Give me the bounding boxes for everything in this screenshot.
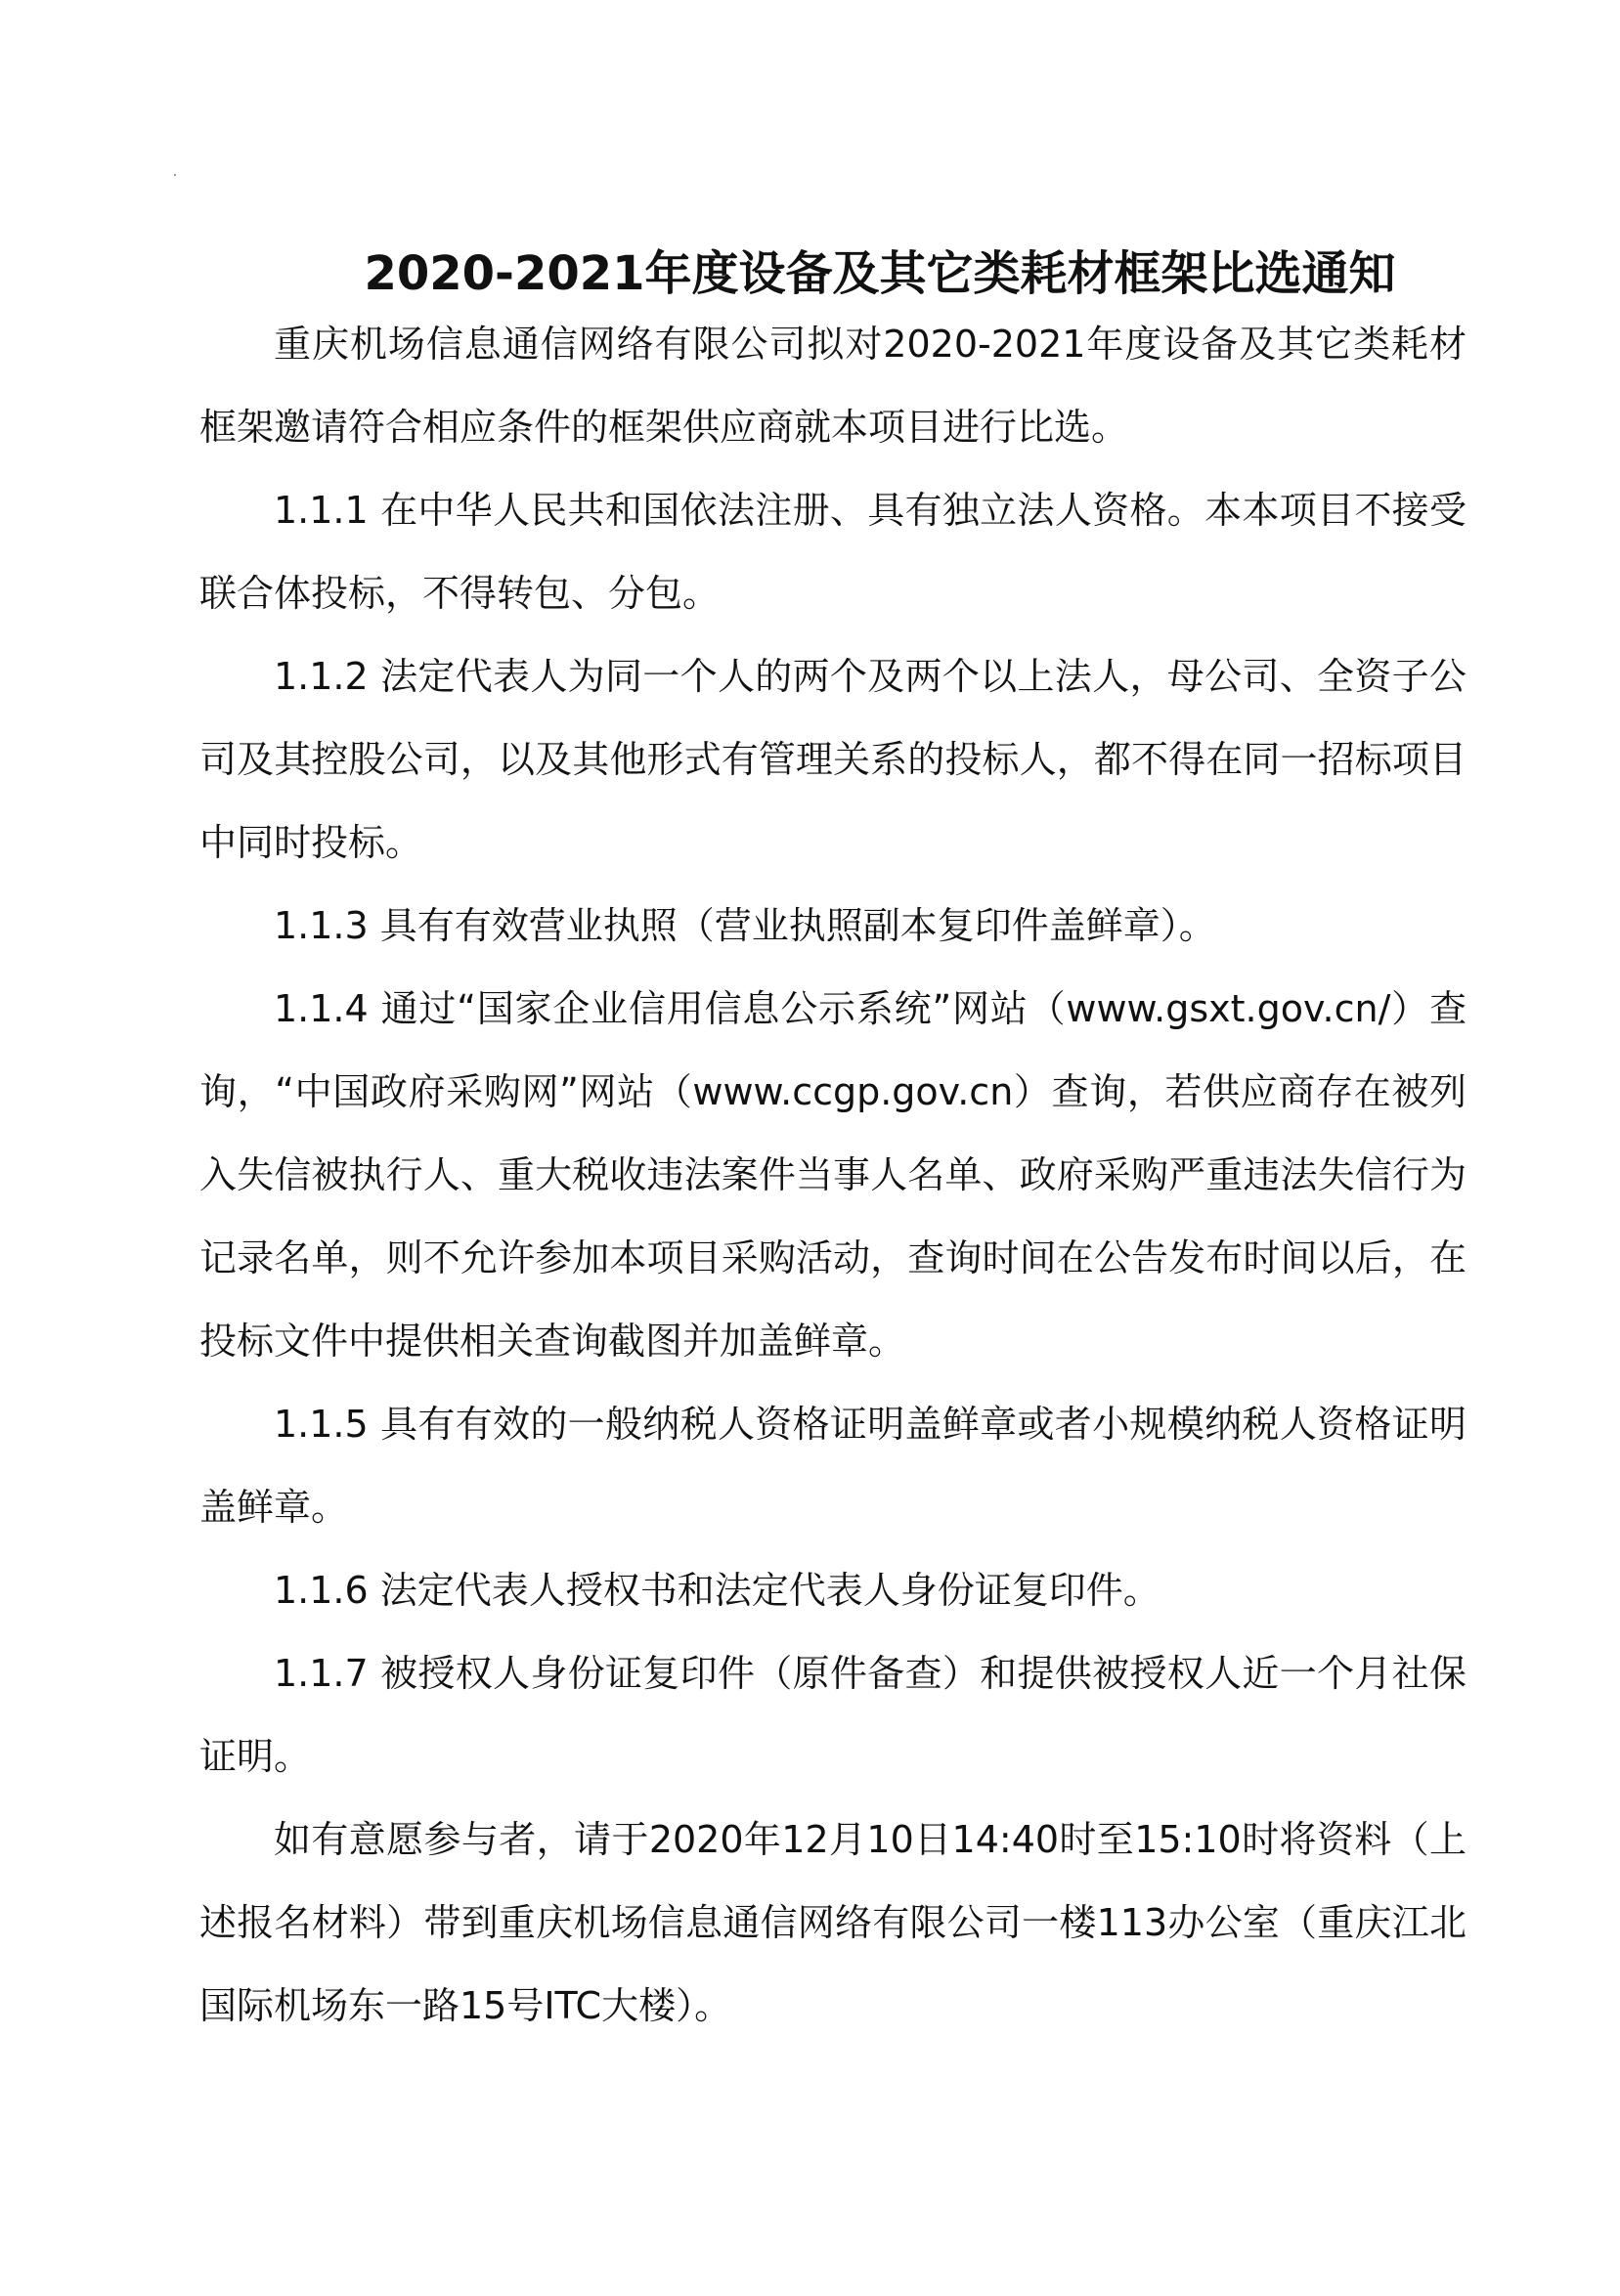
clause-1-1-6: 1.1.6 法定代表人授权书和法定代表人身份证复印件。 <box>274 1569 1160 1612</box>
document-title: 2020-2021年度设备及其它类耗材框架比选通知 <box>364 246 1396 302</box>
clause-1-1-1: 1.1.1 在中华人民共和国依法注册、具有独立法人资格。本本项目不接受联合体投标，不得转包、分包。 <box>199 489 1467 615</box>
scan-speck <box>174 174 176 176</box>
intro-paragraph: 重庆机场信息通信网络有限公司拟对2020-2021年度设备及其它类耗材框架邀请符合相应条件的框架供应商就本项目进行比选。 <box>199 323 1467 449</box>
clause-1-1-3: 1.1.3 具有有效营业执照（营业执照副本复印件盖鲜章）。 <box>274 904 1216 947</box>
document-body <box>199 303 1467 2048</box>
clause-1-1-7: 1.1.7 被授权人身份证复印件（原件备查）和提供被授权人近一个月社保证明。 <box>199 1652 1467 1778</box>
clause-1-1-4: 1.1.4 通过“国家企业信用信息公示系统”网站（www.gsxt.gov.cn/）查询，“中国政府采购网”网站（www.ccgp.gov.cn）查询，若供应商存在被列入失信被执行人、重大税收违法案件当事人名单、政府采购严重违法失信行为记录名单，则不允许参加本项目采购活动，查询时间在公告发布时间以后，在投标文件中提供相关查询截图并加盖鲜章。 <box>199 987 1467 1363</box>
clause-1-1-2: 1.1.2 法定代表人为同一个人的两个及两个以上法人，母公司、全资子公司及其控股公司，以及其他形式有管理关系的投标人，都不得在同一招标项目中同时投标。 <box>199 655 1467 864</box>
clause-1-1-5: 1.1.5 具有有效的一般纳税人资格证明盖鲜章或者小规模纳税人资格证明盖鲜章。 <box>199 1403 1467 1529</box>
registration-paragraph: 如有意愿参与者，请于2020年12月10日14:40时至15:10时将资料（上述报名材料）带到重庆机场信息通信网络有限公司一楼113办公室（重庆江北国际机场东一路15号ITC大楼）。 <box>199 1818 1467 2027</box>
